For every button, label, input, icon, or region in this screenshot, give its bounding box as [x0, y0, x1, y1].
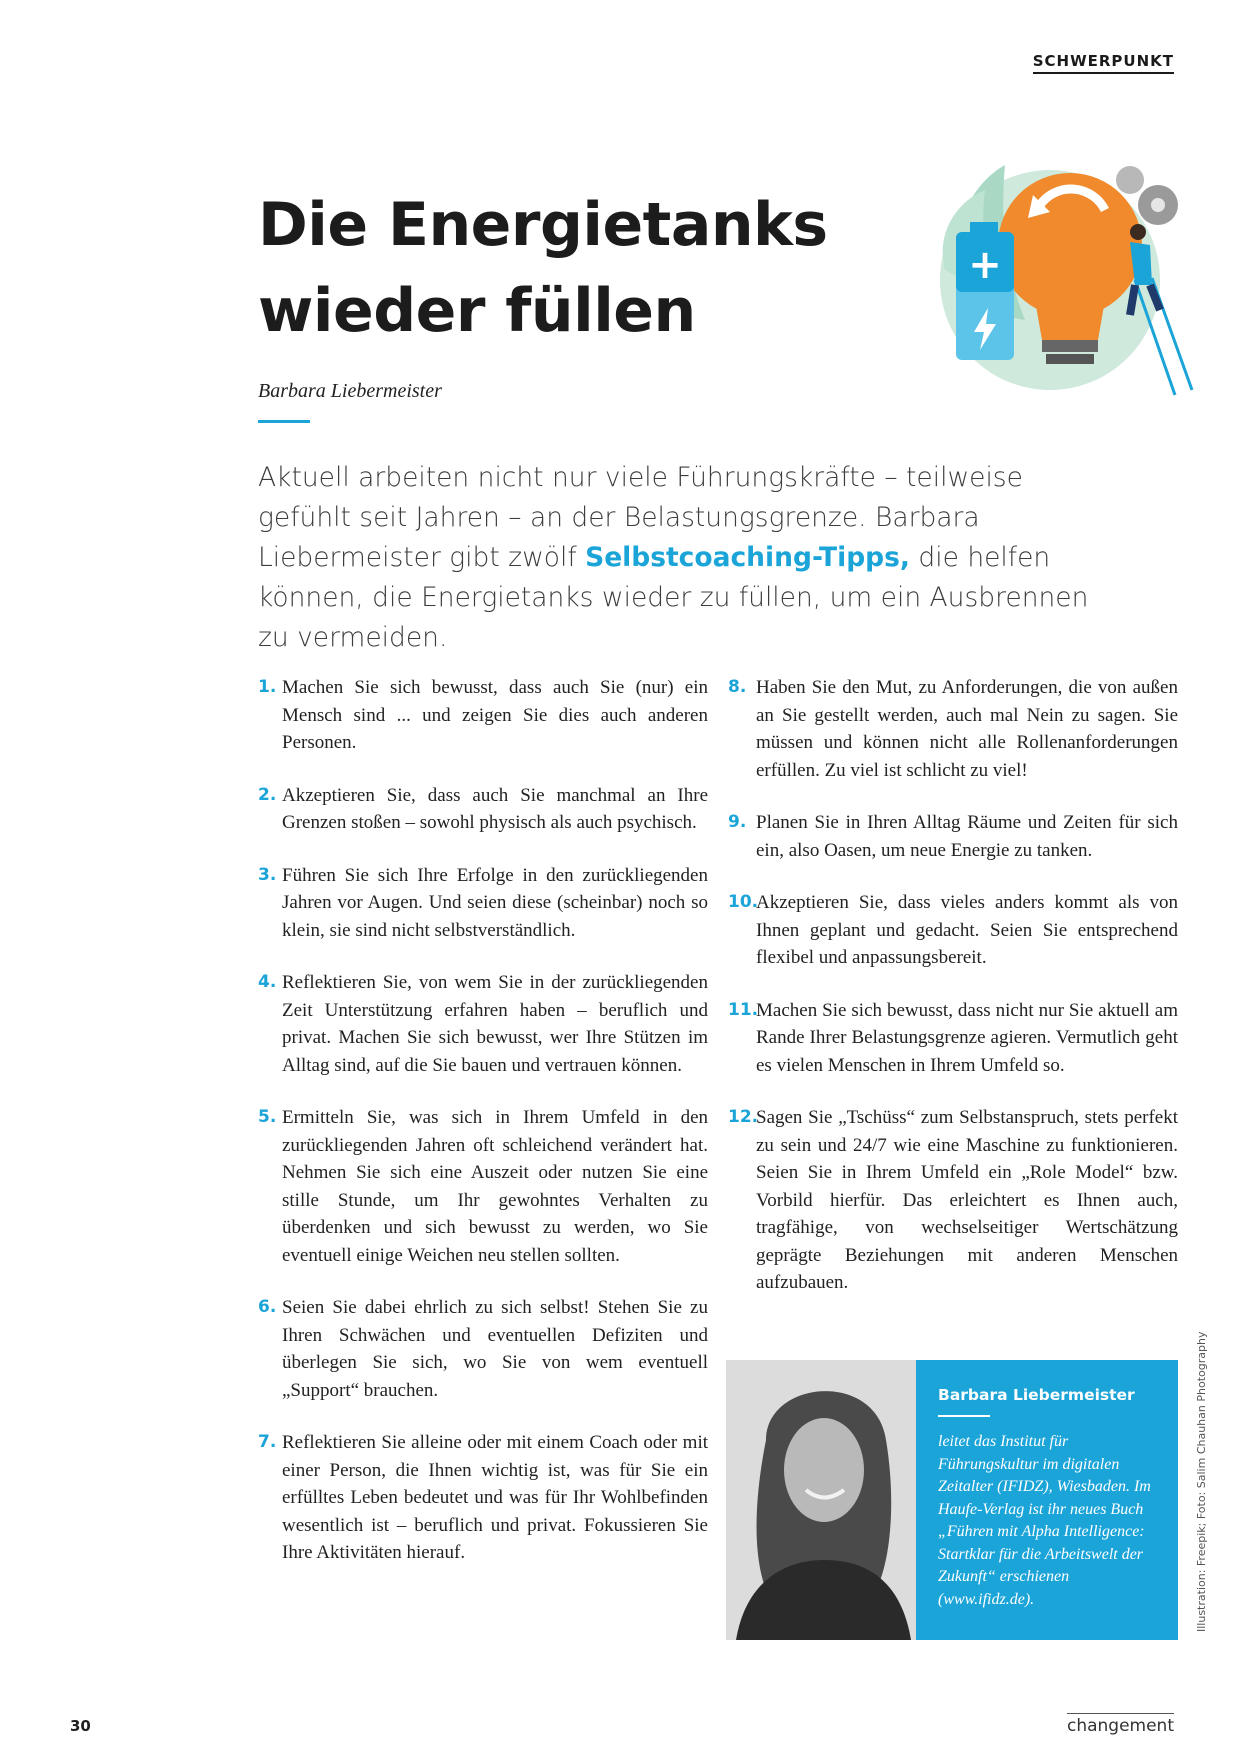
page-number: 30: [70, 1717, 91, 1735]
tip-item: [728, 1104, 1178, 1297]
tip-number: 9.: [728, 812, 747, 832]
tip-item: [728, 889, 1178, 972]
tip-number: 12.: [728, 1107, 759, 1127]
bio-name: Barbara Liebermeister: [938, 1386, 1135, 1404]
tips-column-left: [258, 674, 708, 1592]
bulb-glass: [998, 173, 1142, 317]
tip-number: 5.: [258, 1107, 277, 1127]
tip-text: Akzeptieren Sie, dass auch Sie manchmal an Ihre Grenzen stoßen – sowohl physisch als auch psychisch.: [282, 784, 708, 833]
author-name: Barbara Liebermeister: [258, 380, 442, 402]
bulb-neck: [1035, 300, 1105, 340]
bulb-base: [1042, 340, 1098, 352]
tip-number: 7.: [258, 1432, 277, 1452]
tip-number: 10.: [728, 892, 759, 912]
gear-icon: [1116, 166, 1144, 194]
bio-text: leitet das Institut für Führungskultur im digitalen Zeitalter (IFIDZ), Wiesbaden. Im Haufe-Verlag ist ihr neues Buch „Führen mit Alpha Intelligence: Startklar für die Arbeitswelt der Zukunft“ erschienen (www.ifidz.de).: [938, 1433, 1151, 1608]
tip-text: Reflektieren Sie alleine oder mit einem Coach oder mit einer Person, die Ihnen wichtig ist, was für Sie ein erfülltes Leben bedeutet und was für Ihr Wohlbefinden wesentlich ist – beruflich und privat. Fokussieren Sie Ihre Aktivitäten hierauf.: [282, 1432, 708, 1563]
tip-item: [258, 1104, 708, 1269]
tip-item: [258, 969, 708, 1079]
plus-icon: +: [968, 242, 1002, 288]
author-divider: [258, 420, 310, 423]
tip-text: Sagen Sie „Tschüss“ zum Selbstanspruch, stets perfekt zu sein und 24/7 wie eine Maschine zu funktionieren. Seien Sie in Ihrem Umfeld ein „Role Model“ bzw. Vorbild hierfür. Das erleichtert es Ihnen auch, tragfähige, von wechselseitiger Wertschätzung geprägte Beziehungen mit anderen Menschen aufzubauen.: [756, 1107, 1178, 1293]
image-credit: Illustration: Freepik; Foto: Salim Chauhan Photography: [1195, 1331, 1208, 1632]
tip-number: 11.: [728, 999, 759, 1020]
tip-item: [258, 782, 708, 837]
lead-text-1: Aktuell arbeiten nicht nur viele Führungskräfte – teilweise gefühlt seit Jahren – an der Belastungsgrenze. Barbara Liebermeister gibt zwölf: [258, 462, 1023, 573]
tip-text: Akzeptieren Sie, dass vieles anders kommt als von Ihnen geplant und gedacht. Seien Sie entsprechend flexibel und anpassungsbereit.: [756, 892, 1178, 968]
tip-text: Reflektieren Sie, von wem Sie in der zurückliegenden Zeit Unterstützung erfahren haben – beruflich und privat. Machen Sie sich bewusst, wer Ihre Stützen im Alltag sind, auf die Sie bauen und vertrauen können.: [282, 972, 708, 1076]
author-portrait: [726, 1360, 916, 1640]
tip-text: Planen Sie in Ihren Alltag Räume und Zeiten für sich ein, also Oasen, um neue Energie zu tanken.: [756, 812, 1178, 861]
person-head: [1130, 224, 1146, 240]
tip-item: [258, 674, 708, 757]
tip-number: 2.: [258, 784, 277, 805]
section-label: SCHWERPUNKT: [1033, 52, 1174, 74]
tip-text: Machen Sie sich bewusst, dass nicht nur Sie aktuell am Rande Ihrer Belastungsgrenze agieren. Vermutlich geht es vielen Menschen in Ihrem Umfeld so.: [756, 999, 1178, 1076]
lead-highlight: Selbstcoaching-Tipps,: [585, 542, 910, 573]
tip-text: Seien Sie dabei ehrlich zu sich selbst! Stehen Sie zu Ihren Schwächen und eventuellen Defiziten und überlegen Sie sich, wo Sie von wem eventuell „Support“ brauchen.: [282, 1297, 708, 1401]
tips-column-right: [728, 674, 1178, 1322]
lightbulb-battery-illustration: [930, 150, 1200, 400]
tip-item: [728, 674, 1178, 784]
tip-item: [258, 1294, 708, 1404]
bio-divider: [938, 1415, 990, 1417]
tip-text: Machen Sie sich bewusst, dass auch Sie (nur) ein Mensch sind ... und zeigen Sie dies auch anderen Personen.: [282, 677, 708, 753]
article-title: [258, 182, 828, 354]
tip-number: 3.: [258, 864, 277, 885]
title-line-2: wieder füllen: [258, 276, 696, 346]
portrait-image: [726, 1360, 916, 1640]
tip-text: Haben Sie den Mut, zu Anforderungen, die von außen an Sie gestellt werden, auch mal Nein zu sagen. Sie müssen und können nicht alle Rollenanforderungen erfüllen. Zu viel ist schlicht zu viel!: [756, 677, 1178, 781]
tip-item: [728, 997, 1178, 1080]
tip-item: [258, 862, 708, 945]
title-line-1: Die Energietanks: [258, 190, 828, 260]
face-shape: [784, 1418, 864, 1522]
tip-number: 4.: [258, 972, 277, 992]
tip-number: 1.: [258, 677, 277, 697]
magazine-name: changement: [1067, 1713, 1174, 1736]
tip-item: [728, 809, 1178, 864]
tip-number: 8.: [728, 677, 747, 697]
tip-item: [258, 1429, 708, 1567]
lead-text-2: die helfen können, die Energietanks wieder zu füllen, um ein Ausbrennen zu vermeiden.: [258, 542, 1089, 653]
bulb-base-2: [1046, 354, 1094, 364]
tip-text: Führen Sie sich Ihre Erfolge in den zurückliegenden Jahren vor Augen. Und seien diese (scheinbar) noch so klein, sie sind nicht selbstverständlich.: [282, 864, 708, 941]
author-bio-box: [916, 1360, 1178, 1640]
tip-text: Ermitteln Sie, was sich in Ihrem Umfeld in den zurückliegenden Jahren oft schleichend verändert hat. Nehmen Sie sich eine Auszeit oder nutzen Sie eine stille Stunde, um Ihr gewohntes Verhalten zu überdenken und sich bewusst zu werden, wo Sie eventuell einige Weichen neu stellen sollten.: [282, 1107, 708, 1266]
tip-number: 6.: [258, 1297, 277, 1317]
lead-paragraph: [258, 458, 1118, 658]
